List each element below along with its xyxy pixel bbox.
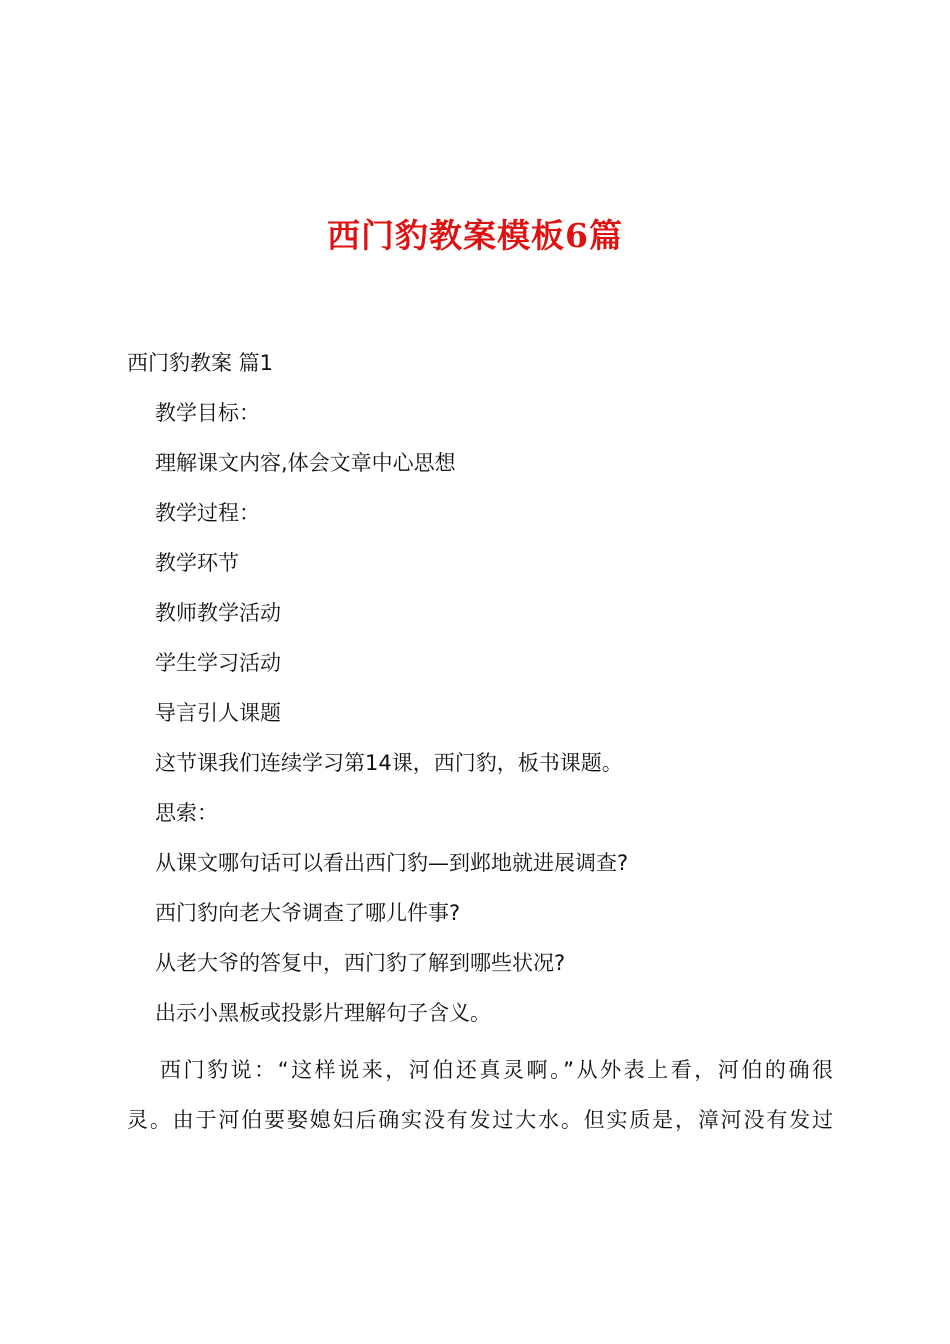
paragraph: 出示小黑板或投影片理解句子含义。 bbox=[155, 1001, 491, 1025]
paragraph: 思索： bbox=[155, 801, 218, 825]
long-paragraph-line: 灵。由于河伯要娶媳妇后确实没有发过大水。但实质是，漳河没有发过 bbox=[127, 1108, 833, 1132]
paragraph: 理解课文内容,体会文章中心思想 bbox=[155, 451, 456, 475]
document-title: 西门豹教案模板6篇 bbox=[327, 216, 623, 255]
paragraph: 教学目标： bbox=[155, 401, 260, 425]
long-paragraph bbox=[127, 1045, 833, 1145]
paragraph: 教学过程： bbox=[155, 501, 260, 525]
paragraph: 从老大爷的答复中，西门豹了解到哪些状况? bbox=[155, 951, 566, 975]
section-heading: 西门豹教案 篇1 bbox=[127, 351, 274, 375]
paragraph: 西门豹向老大爷调查了哪儿件事? bbox=[155, 901, 461, 925]
paragraph-list bbox=[155, 398, 835, 1048]
paragraph: 学生学习活动 bbox=[155, 651, 281, 675]
paragraph: 教师教学活动 bbox=[155, 601, 281, 625]
paragraph: 导言引人课题 bbox=[155, 701, 281, 725]
paragraph: 教学环节 bbox=[155, 551, 239, 575]
paragraph: 这节课我们连续学习第14课，西门豹，板书课题。 bbox=[155, 751, 623, 775]
long-paragraph-line: 西门豹说：“这样说来，河伯还真灵啊。”从外表上看，河伯的确很 bbox=[160, 1058, 833, 1082]
paragraph: 从课文哪句话可以看出西门豹—到邺地就进展调查? bbox=[155, 851, 629, 875]
